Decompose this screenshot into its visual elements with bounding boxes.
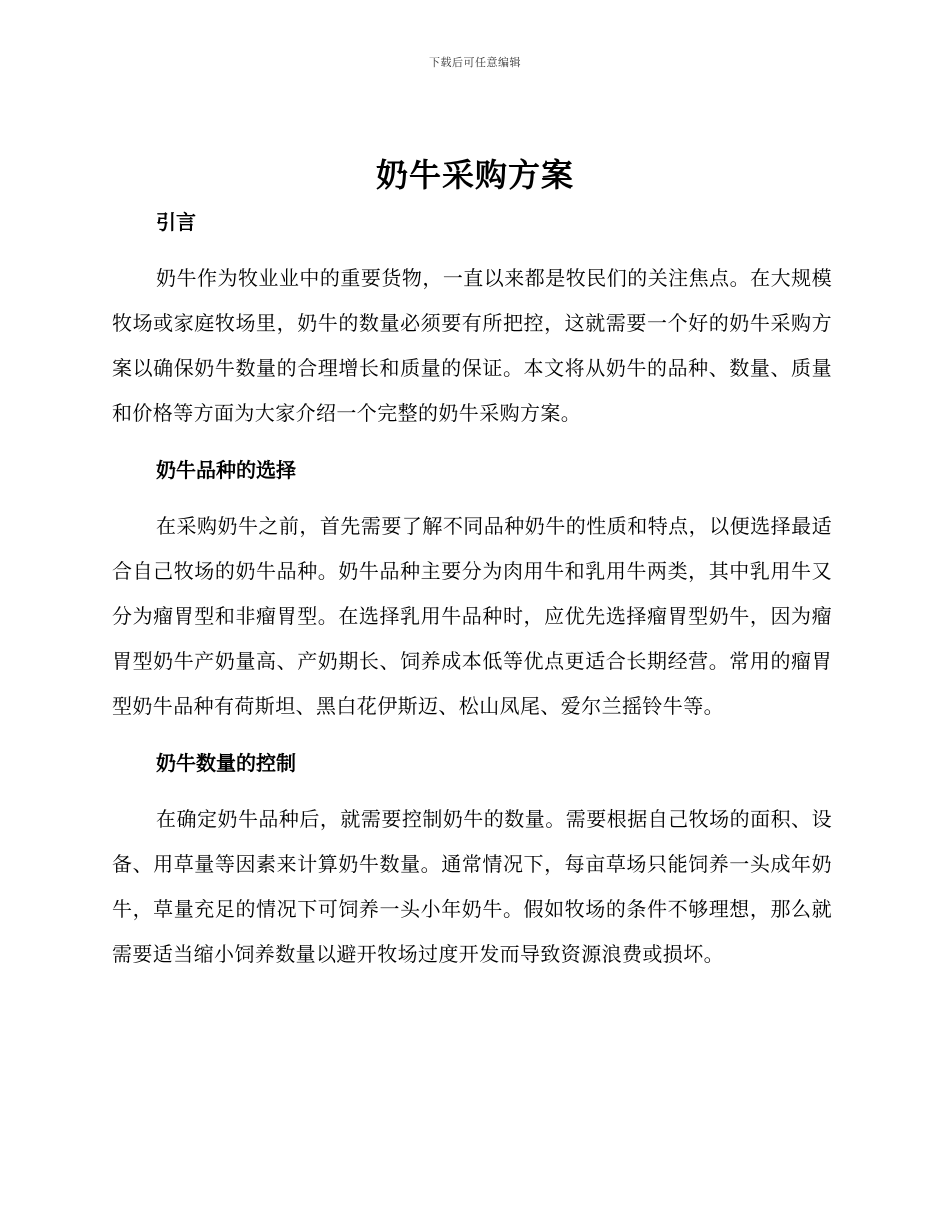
- section-heading: 奶牛数量的控制: [156, 751, 296, 775]
- section-breed-selection: [112, 448, 832, 741]
- section-heading: 引言: [156, 210, 196, 234]
- section-paragraph: 奶牛作为牧业业中的重要货物，一直以来都是牧民们的关注焦点。在大规模牧场或家庭牧场里，奶牛的数量必须要有所把控，这就需要一个好的奶牛采购方案以确保奶牛数量的合理增长和质量的保证。本文将从奶牛的品种、数量、质量和价格等方面为大家介绍一个完整的奶牛采购方案。: [112, 266, 832, 425]
- document-body: [112, 200, 832, 977]
- section-intro: [112, 200, 832, 448]
- section-paragraph: 在确定奶牛品种后，就需要控制奶牛的数量。需要根据自己牧场的面积、设备、用草量等因素来计算奶牛数量。通常情况下，每亩草场只能饲养一头成年奶牛，草量充足的情况下可饲养一头小年奶牛。假如牧场的条件不够理想，那么就需要适当缩小饲养数量以避开牧场过度开发而导致资源浪费或损坏。: [112, 807, 832, 966]
- section-heading: 奶牛品种的选择: [156, 458, 296, 482]
- section-quantity-control: [112, 741, 832, 977]
- document-title: 奶牛采购方案: [375, 156, 574, 194]
- section-paragraph: 在采购奶牛之前，首先需要了解不同品种奶牛的性质和特点，以便选择最适合自己牧场的奶牛品种。奶牛品种主要分为肉用牛和乳用牛两类，其中乳用牛又分为瘤胃型和非瘤胃型。在选择乳用牛品种时，应优先选择瘤胃型奶牛，因为瘤胃型奶牛产奶量高、产奶期长、饲养成本低等优点更适合长期经营。常用的瘤胃型奶牛品种有荷斯坦、黑白花伊斯迈、松山凤尾、爱尔兰摇铃牛等。: [112, 514, 832, 718]
- header-note: 下载后可任意编辑: [429, 56, 521, 69]
